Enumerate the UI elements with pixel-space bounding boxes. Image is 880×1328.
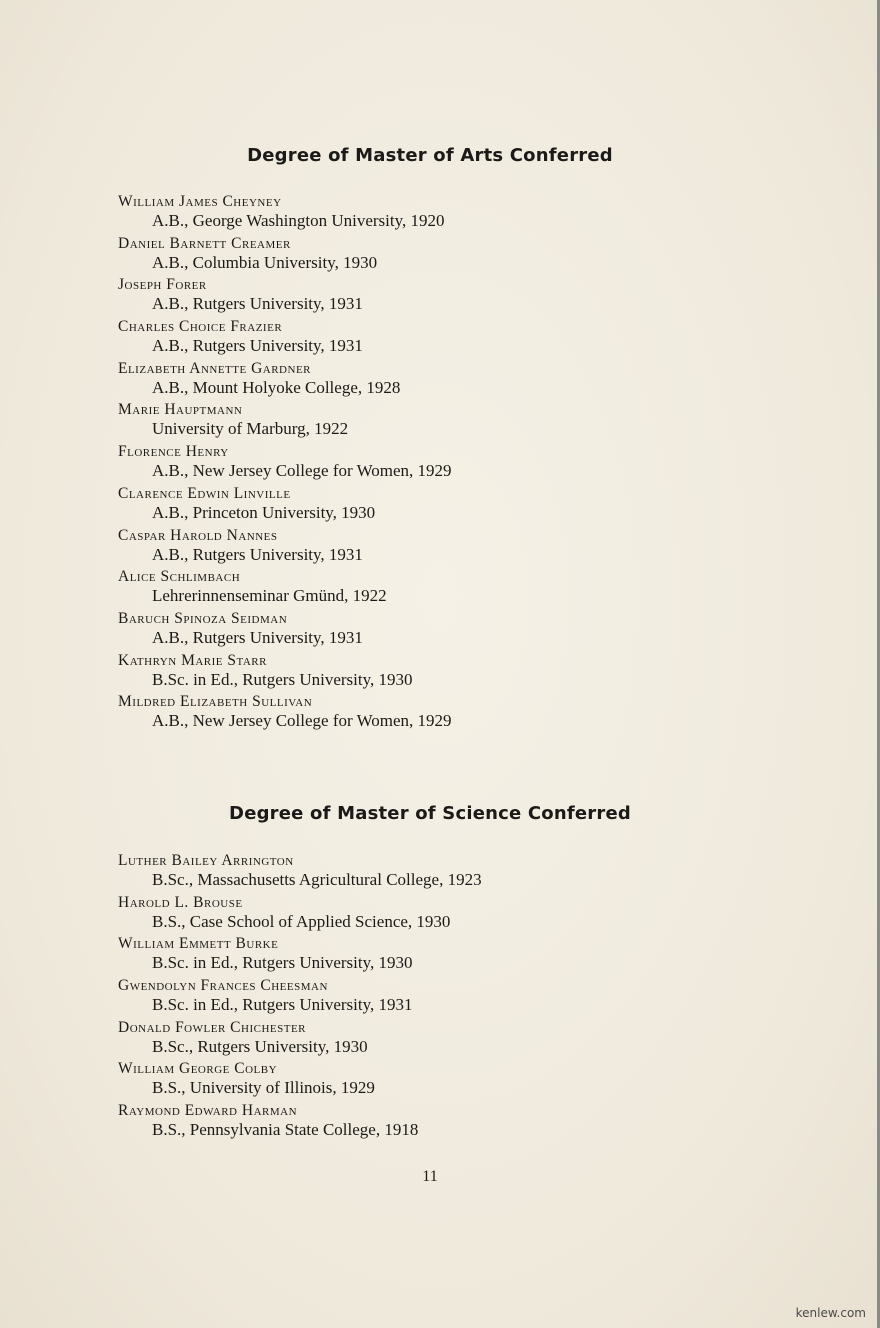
arts-section-heading: Degree of Master of Arts Conferred [247,145,613,166]
prior-degree: B.Sc. in Ed., Rutgers University, 1930 [152,669,413,689]
graduate-name: Raymond Edward Harman [118,1102,298,1120]
graduate-entry [118,360,758,402]
graduate-name: Clarence Edwin Linville [118,484,291,502]
prior-degree: A.B., Rutgers University, 1931 [152,294,363,314]
graduate-name: Daniel Barnett Creamer [118,234,291,252]
arts-degree-list [118,193,758,735]
prior-degree: B.Sc., Massachusetts Agricultural College, 1923 [152,870,482,889]
graduate-name: Charles Choice Frazier [118,318,283,336]
graduate-entry [118,610,758,652]
graduate-entry [118,235,758,277]
graduate-entry [118,1019,758,1061]
prior-degree: A.B., Rutgers University, 1931 [152,544,363,564]
science-degree-list [118,852,758,1144]
prior-degree: B.S., Case School of Applied Science, 1930 [152,911,451,931]
prior-degree: Lehrerinnenseminar Gmünd, 1922 [152,586,387,606]
graduate-entry [118,401,758,443]
prior-degree: University of Marburg, 1922 [152,419,349,439]
graduate-name: Caspar Harold Nannes [118,526,278,544]
prior-degree: A.B., Rutgers University, 1931 [152,336,363,356]
page-number: 11 [422,1168,438,1185]
graduate-entry [118,935,758,977]
graduate-entry [118,693,758,735]
prior-degree: A.B., Columbia University, 1930 [152,252,378,272]
graduate-name: Harold L. Brouse [118,893,243,911]
graduate-name: Kathryn Marie Starr [118,651,267,669]
graduate-entry [118,276,758,318]
prior-degree: A.B., New Jersey College for Women, 1929 [152,461,452,481]
prior-degree: A.B., Rutgers University, 1931 [152,627,363,647]
graduate-entry [118,1102,758,1144]
graduate-name: Elizabeth Annette Gardner [118,359,312,377]
graduate-name: Mildred Elizabeth Sullivan [118,693,313,711]
graduate-entry [118,977,758,1019]
prior-degree: B.S., Pennsylvania State College, 1918 [152,1120,419,1140]
graduate-entry [118,485,758,527]
prior-degree: B.Sc. in Ed., Rutgers University, 1931 [152,995,413,1015]
graduate-name: William George Colby [118,1060,278,1078]
graduate-entry [118,1060,758,1102]
graduate-name: Florence Henry [118,443,229,461]
graduate-entry [118,852,758,894]
graduate-name: Joseph Forer [118,276,207,294]
watermark: kenlew.com [795,1306,866,1320]
science-section-heading: Degree of Master of Science Conferred [229,803,631,824]
graduate-entry [118,193,758,235]
prior-degree: B.Sc. in Ed., Rutgers University, 1930 [152,953,413,973]
graduate-name: Baruch Spinoza Seidman [118,609,288,627]
prior-degree: B.Sc., Rutgers University, 1930 [152,1036,368,1056]
prior-degree: A.B., George Washington University, 1920 [152,211,445,230]
graduate-entry [118,652,758,694]
graduate-name: Marie Hauptmann [118,401,243,419]
prior-degree: A.B., Mount Holyoke College, 1928 [152,377,401,397]
prior-degree: A.B., New Jersey College for Women, 1929 [152,711,452,731]
prior-degree: B.S., University of Illinois, 1929 [152,1078,375,1098]
graduate-name: Gwendolyn Frances Cheesman [118,977,328,995]
prior-degree: A.B., Princeton University, 1930 [152,502,376,522]
graduate-name: William Emmett Burke [118,935,279,953]
graduate-entry [118,568,758,610]
graduate-name: William James Cheyney [118,193,282,210]
graduate-name: Luther Bailey Arrington [118,852,294,869]
graduate-name: Donald Fowler Chichester [118,1018,306,1036]
graduate-entry [118,894,758,936]
graduate-name: Alice Schlimbach [118,568,241,586]
graduate-entry [118,318,758,360]
graduate-entry [118,443,758,485]
graduate-entry [118,527,758,569]
